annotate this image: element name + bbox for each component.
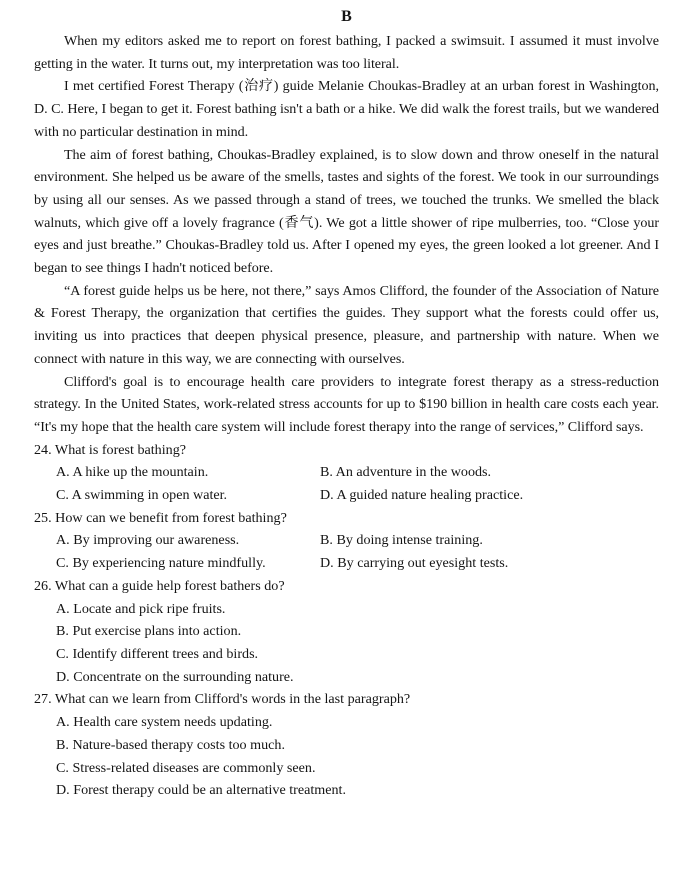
question-27: [34, 688, 659, 802]
option-a: A. A hike up the mountain.: [56, 464, 209, 481]
passage-paragraph-2: I met certified Forest Therapy (治疗) guide Melanie Choukas-Bradley at an urban forest in Washington, D. C. Here, I began to get it. Forest bathing isn't a bath or a hike. We did walk the forest trails, but we wandered with no particular destination in mind.: [34, 78, 659, 140]
option-a: A. By improving our awareness.: [56, 532, 240, 549]
option-d: D. Forest therapy could be an alternative treatment.: [56, 782, 346, 799]
answer-options: [34, 711, 659, 802]
passage: [34, 30, 659, 439]
answer-options: [34, 529, 659, 574]
answer-options: [34, 461, 659, 506]
option-b: B. An adventure in the woods.: [320, 464, 492, 481]
option-d: D. By carrying out eyesight tests.: [320, 555, 509, 572]
question-stem: 24. What is forest bathing?: [34, 441, 186, 458]
option-c: C. Stress-related diseases are commonly seen.: [56, 759, 316, 776]
question-26: [34, 575, 659, 689]
questions: [34, 439, 659, 802]
question-25: [34, 507, 659, 575]
section-heading: B: [341, 8, 352, 25]
option-b: B. Nature-based therapy costs too much.: [56, 736, 285, 753]
passage-paragraph-1: When my editors asked me to report on forest bathing, I packed a swimsuit. I assumed it must involve getting in the water. It turns out, my interpretation was too literal.: [34, 33, 659, 72]
option-a: A. Health care system needs updating.: [56, 714, 273, 731]
passage-paragraph-3: The aim of forest bathing, Choukas-Bradley explained, is to slow down and throw oneself in the natural environment. She helped us be aware of the smells, tastes and sights of the forest. We took in our surroundings by using all our senses. As we passed through a stand of trees, we touched the trunks. We smelled the black walnuts, which give off a lovely fragrance (香气). We got a little shower of ripe mulberries, too. “Close your eyes and just breathe.” Choukas-Bradley told us. After I opened my eyes, the green looked a lot greener. And I began to see things I hadn't noticed before.: [34, 146, 659, 277]
option-d: D. A guided nature healing practice.: [320, 487, 524, 504]
question-stem: 25. How can we benefit from forest bathing?: [34, 509, 287, 526]
option-b: B. By doing intense training.: [320, 532, 483, 549]
option-b: B. Put exercise plans into action.: [56, 623, 242, 640]
question-stem: 27. What can we learn from Clifford's words in the last paragraph?: [34, 691, 411, 708]
passage-paragraph-5: Clifford's goal is to encourage health care providers to integrate forest therapy as a stress-reduction strategy. In the United States, work-related stress accounts for up to $190 billion in health care costs each year. “It's my hope that the health care system will include forest therapy into the range of services,” Clifford says.: [34, 373, 659, 435]
option-c: C. Identify different trees and birds.: [56, 645, 259, 662]
option-a: A. Locate and pick ripe fruits.: [56, 600, 226, 617]
question-stem: 26. What can a guide help forest bathers do?: [34, 577, 285, 594]
question-24: [34, 439, 659, 507]
option-c: C. By experiencing nature mindfully.: [56, 555, 266, 572]
answer-options: [34, 598, 659, 689]
option-c: C. A swimming in open water.: [56, 487, 228, 504]
option-d: D. Concentrate on the surrounding nature.: [56, 668, 294, 685]
passage-paragraph-4: “A forest guide helps us be here, not there,” says Amos Clifford, the founder of the Association of Nature & Forest Therapy, the organization that certifies the guides. They support what the forests could offer us, inviting us into practices that deepen physical presence, pleasure, and partnership with nature. When we connect with nature in this way, we are connecting with ourselves.: [34, 282, 659, 367]
